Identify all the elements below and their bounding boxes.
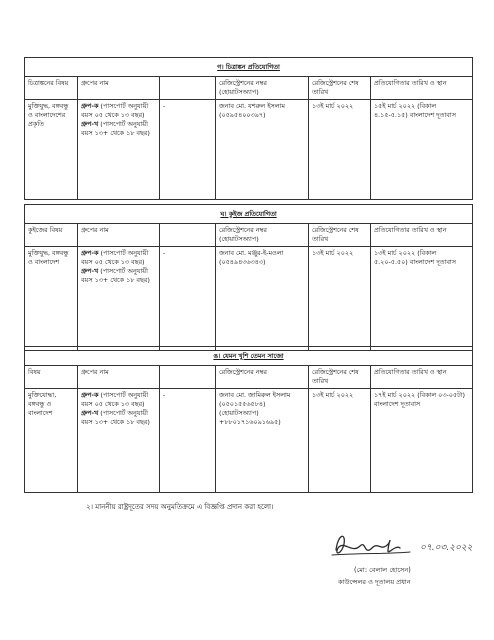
group-b-label: গ্রুপ-খ	[81, 409, 99, 417]
group-b-text: (পাসপোর্ট অনুযায়ী বয়স ১৩+ থেকে ১৮ বছর)	[81, 267, 150, 284]
group-a-label: গ্রুপ-ক	[81, 249, 99, 257]
header-cell: কুইজের বিষয়	[25, 224, 78, 247]
date-place-cell: ১৩ই মার্চ ২০২২ (বিকাল ৫.২০-৫.৫০) বাংলাদেশ দূতাবাস	[371, 247, 473, 351]
contact-cell: জনাব মো. যশরুল ইসলাম (০৫৯৫৪০০৩৯৭)	[216, 100, 309, 200]
topic-cell: মুক্তিযুদ্ধ, বঙ্গবন্ধু ও বাংলাদেশের প্রকৃতি	[25, 100, 78, 200]
handwritten-signature	[330, 528, 480, 562]
table-row	[25, 247, 473, 351]
contact-cell: জনাব মো. জামিরুল ইসলাম (০৫০১৫৫৬৫৮৪) (হোয়াটসঅ্যাপ) +৮৮০১৭১৬০৯১৬৯৫)	[216, 389, 309, 493]
deadline-cell: ১৩ই মার্চ ২০২২	[309, 100, 371, 200]
header-cell: প্রতিযোগিতার তারিখ ও স্থান	[371, 366, 473, 389]
header-cell: চিত্রাঙ্কনের বিষয়	[25, 77, 78, 100]
header-cell: বিষয়	[25, 366, 78, 389]
header-cell	[160, 366, 216, 389]
topic-cell: মুক্তিযুদ্ধ, বঙ্গবন্ধু ও বাংলাদেশ	[25, 247, 78, 351]
header-cell: প্রতিযোগিতার তারিখ ও স্থান	[371, 224, 473, 247]
signature-date: ০৭.০৩.২০২২	[420, 543, 473, 553]
group-cell	[78, 389, 160, 493]
group-b-label: গ্রুপ-খ	[81, 267, 99, 275]
deadline-cell: ১৩ই মার্চ ২০২২	[309, 389, 371, 493]
dash-cell: -	[160, 100, 216, 200]
signatory-designation: কাউন্সেলর ও দূতালয় প্রধান	[338, 578, 411, 586]
group-a-label: গ্রুপ-ক	[81, 391, 99, 399]
group-b-text: (পাসপোর্ট অনুযায়ী বয়স ১৩+ থেকে ১৮ বছর)	[81, 409, 150, 426]
closing-note: ২। মাননীয় রাষ্ট্রদূতের সদয় অনুমতিক্রমে এ বিজ্ঞপ্তি প্রদান করা হলো।	[86, 503, 274, 511]
header-cell: রেজিস্ট্রেশনের নম্বর (হোয়াটসঅ্যাপ)	[216, 77, 309, 100]
header-cell	[160, 77, 216, 100]
group-a-label: গ্রুপ-ক	[81, 102, 99, 110]
contact-cell: জনাব মো. মঞ্জুর-ই-মওলা (০৫৪৯৪৩৬৩৪৩)	[216, 247, 309, 351]
header-cell: গ্রুপের নাম	[78, 77, 160, 100]
section-title: গ। চিত্রাঙ্কন প্রতিযোগিতা	[25, 58, 473, 77]
table-row	[25, 389, 473, 493]
group-a-text: (পাসপোর্ট অনুযায়ী বয়স ০৫ থেকে ১৩ বছর)	[81, 391, 149, 408]
header-cell: প্রতিযোগিতার তারিখ ও স্থান	[371, 77, 473, 100]
header-cell	[160, 224, 216, 247]
header-row	[25, 77, 473, 100]
deadline-cell: ১৩ই মার্চ ২০২২	[309, 247, 371, 351]
topic-cell: মুক্তিযোদ্ধা, বঙ্গবন্ধু ও বাংলাদেশ	[25, 389, 78, 493]
dash-cell: -	[160, 389, 216, 493]
table-row	[25, 100, 473, 200]
group-a-text: (পাসপোর্ট অনুযায়ী বয়স ০৫ থেকে ১৩ বছর)	[81, 249, 149, 266]
dash-cell: -	[160, 247, 216, 351]
section-title: ঘ। কুইজ প্রতিযোগিতা	[25, 205, 473, 224]
drawing-competition-table	[24, 57, 473, 200]
section-title: ঙ। যেমন খুশি তেমন সাজো	[25, 347, 473, 366]
header-cell: রেজিস্ট্রেশনের শেষ তারিখ	[309, 366, 371, 389]
signatory-name: (মো: বেলাল হোসেন)	[354, 566, 411, 574]
quiz-competition-table	[24, 204, 473, 351]
group-a-text: (পাসপোর্ট অনুযায়ী বয়স ০৫ থেকে ১৩ বছর)	[81, 102, 149, 119]
date-place-cell: ১৫ই মার্চ ২০২২ (বিকাল ৪.১৫-৫.১৫) বাংলাদেশ দূতাবাস	[371, 100, 473, 200]
header-cell: রেজিস্ট্রেশনের নম্বর	[216, 366, 309, 389]
header-cell: রেজিস্ট্রেশনের শেষ তারিখ	[309, 77, 371, 100]
group-cell	[78, 100, 160, 200]
header-cell: গ্রুপের নাম	[78, 366, 160, 389]
header-row	[25, 366, 473, 389]
header-cell: গ্রুপের নাম	[78, 224, 160, 247]
group-b-text: (পাসপোর্ট অনুযায়ী বয়স ১৩+ থেকে ১৮ বছর)	[81, 120, 150, 137]
date-place-cell: ১৭ই মার্চ ২০২২ (বিকাল ০৩-০৫টা) বাংলাদেশ দূতাবাস	[371, 389, 473, 493]
costume-competition-table	[24, 346, 473, 493]
group-b-label: গ্রুপ-খ	[81, 120, 99, 128]
signature-block	[330, 528, 480, 562]
header-cell: রেজিস্ট্রেশনের নম্বর (হোয়াটসঅ্যাপ)	[216, 224, 309, 247]
group-cell	[78, 247, 160, 351]
header-cell: রেজিস্ট্রেশনের শেষ তারিখ	[309, 224, 371, 247]
header-row	[25, 224, 473, 247]
